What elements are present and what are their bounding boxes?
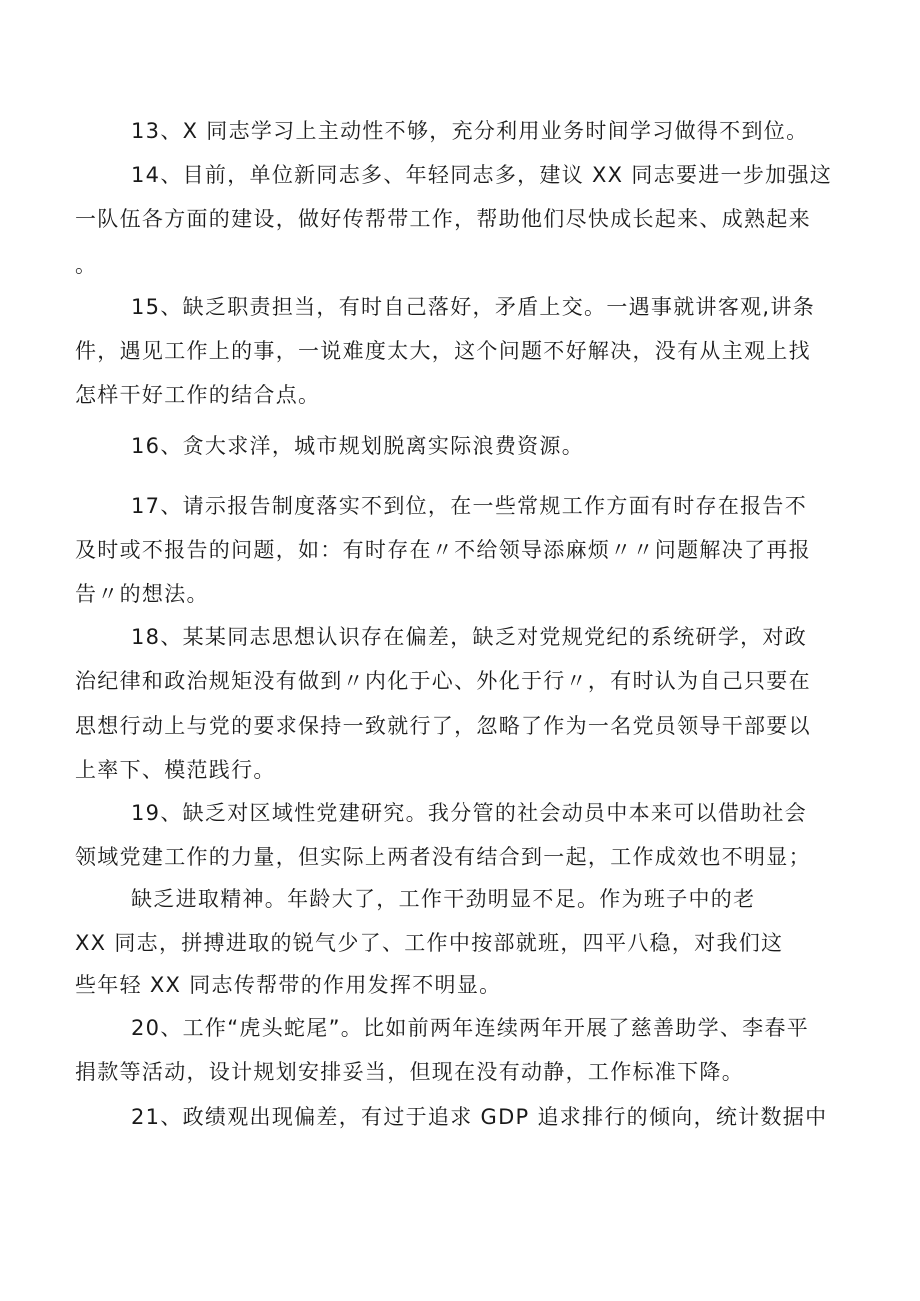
text-line-17b: 及时或不报告的问题，如：有时存在〃不给领导添麻烦〃〃问题解决了再报 xyxy=(75,538,811,562)
text-line-18c: 思想行动上与党的要求保持一致就行了，忽略了作为一名党员领导干部要以 xyxy=(75,714,811,738)
text-line-14a: 14、目前，单位新同志多、年轻同志多，建议 XX 同志要进一步加强这 xyxy=(131,163,833,187)
text-line-15c: 怎样干好工作的结合点。 xyxy=(75,383,321,407)
text-line-18a: 18、某某同志思想认识存在偏差，缺乏对党规党纪的系统研学，对政 xyxy=(131,625,808,649)
text-line-14c: 。 xyxy=(75,253,98,277)
text-line-15a: 15、缺乏职责担当，有时自己落好，矛盾上交。一遇事就讲客观,讲条 xyxy=(131,295,815,319)
text-line-14b: 一队伍各方面的建设，做好传帮带工作，帮助他们尽快成长起来、成熟起来 xyxy=(75,207,811,231)
text-line-18b: 治纪律和政治规矩没有做到〃内化于心、外化于行〃，有时认为自己只要在 xyxy=(75,669,811,693)
text-line-15b: 件，遇见工作上的事，一说难度太大，这个问题不好解决，没有从主观上找 xyxy=(75,339,811,363)
text-line-19a: 19、缺乏对区域性党建研究。我分管的社会动员中本来可以借助社会 xyxy=(131,801,808,825)
text-line-18d: 上率下、模范践行。 xyxy=(75,758,276,782)
text-line-21: 21、政绩观出现偏差，有过于追求 GDP 追求排行的倾向，统计数据中 xyxy=(131,1105,828,1129)
text-line-19d: XX 同志，拼搏进取的锐气少了、工作中按部就班，四平八稳，对我们这 xyxy=(75,931,784,955)
text-line-13: 13、X 同志学习上主动性不够，充分利用业务时间学习做得不到位。 xyxy=(131,119,809,143)
text-line-19e: 些年轻 XX 同志传帮带的作用发挥不明显。 xyxy=(75,973,502,997)
text-line-20a: 20、工作“虎头蛇尾”。比如前两年连续两年开展了慈善助学、李春平 xyxy=(131,1016,810,1040)
text-line-20b: 捐款等活动，设计规划安排妥当，但现在没有动静，工作标准下降。 xyxy=(75,1060,744,1084)
text-line-17c: 告〃的想法。 xyxy=(75,582,209,606)
text-line-19b: 领域党建工作的力量，但实际上两者没有结合到一起，工作成效也不明显； xyxy=(75,845,811,869)
text-line-16: 16、贪大求洋，城市规划脱离实际浪费资源。 xyxy=(131,434,585,458)
text-line-19c: 缺乏进取精神。年龄大了，工作干劲明显不足。作为班子中的老 xyxy=(131,887,756,911)
text-line-17a: 17、请示报告制度落实不到位，在一些常规工作方面有时存在报告不 xyxy=(131,494,808,518)
